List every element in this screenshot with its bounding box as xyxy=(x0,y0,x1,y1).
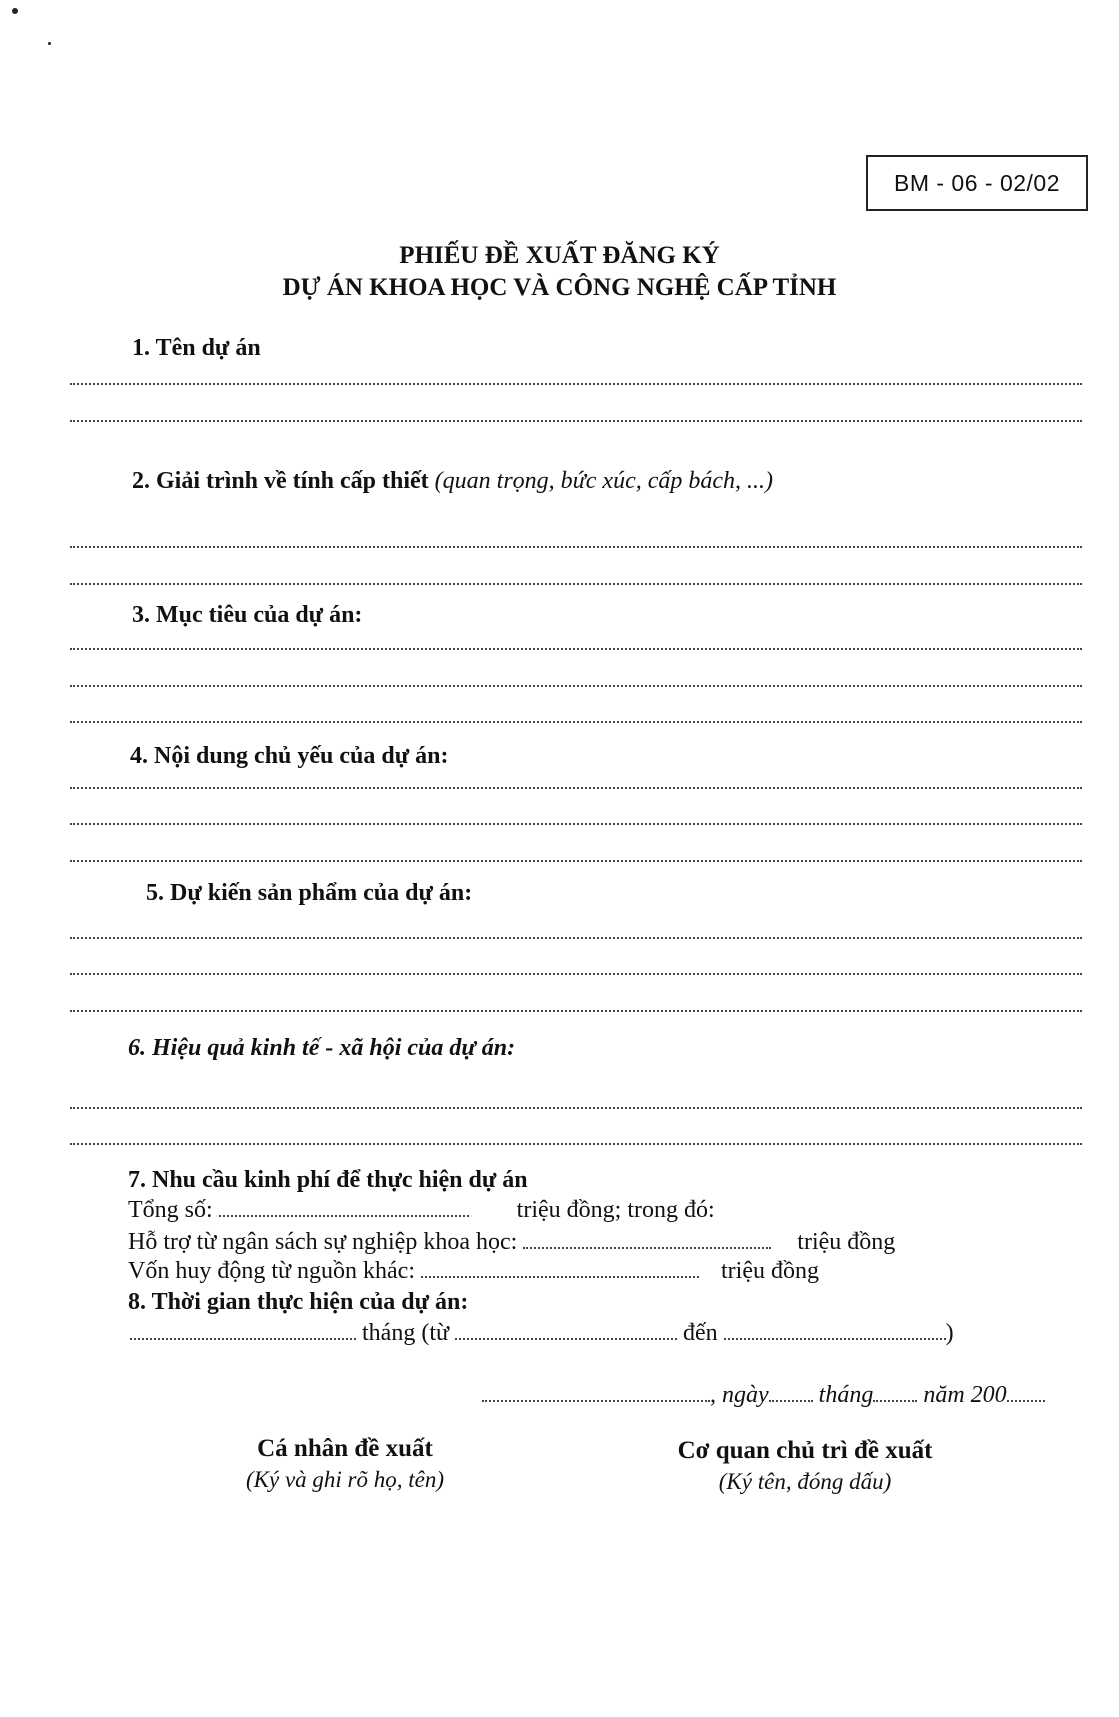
budget-support-field[interactable] xyxy=(523,1229,771,1249)
section-4-heading: 4. Nội dung chủ yếu của dự án: xyxy=(130,743,449,769)
section-6-heading: 6. Hiệu quả kinh tế - xã hội của dự án: xyxy=(128,1035,516,1061)
date-month-label: tháng xyxy=(818,1382,874,1408)
date-row xyxy=(482,1382,1045,1409)
date-day-label: , ngày xyxy=(710,1382,769,1408)
section-8-heading: 8. Thời gian thực hiện của dự án: xyxy=(128,1289,469,1315)
fill-line[interactable] xyxy=(70,546,1082,548)
fill-line[interactable] xyxy=(70,823,1082,825)
duration-from-field[interactable] xyxy=(455,1320,677,1340)
fill-line[interactable] xyxy=(70,721,1082,723)
scan-speck xyxy=(12,8,18,14)
section-2-note: (quan trọng, bức xúc, cấp bách, ...) xyxy=(434,468,774,494)
year-field[interactable] xyxy=(1007,1382,1045,1402)
signature-right-title: Cơ quan chủ trì đề xuất xyxy=(677,1437,933,1464)
budget-other-field[interactable] xyxy=(421,1258,699,1278)
fill-line[interactable] xyxy=(70,973,1082,975)
budget-support-row xyxy=(128,1229,895,1256)
duration-months-label: tháng (từ xyxy=(362,1320,449,1346)
budget-other-row xyxy=(128,1258,819,1285)
title-line-2: DỰ ÁN KHOA HỌC VÀ CÔNG NGHỆ CẤP TỈNH xyxy=(282,274,837,301)
title-line-1: PHIẾU ĐỀ XUẤT ĐĂNG KÝ xyxy=(399,242,720,269)
duration-to-label: đến xyxy=(683,1320,718,1346)
fill-line[interactable] xyxy=(70,787,1082,789)
fill-line[interactable] xyxy=(70,648,1082,650)
budget-total-label: Tổng số: xyxy=(128,1197,213,1223)
form-code-box xyxy=(866,155,1088,211)
fill-line[interactable] xyxy=(70,1010,1082,1012)
section-7-heading: 7. Nhu cầu kinh phí để thực hiện dự án xyxy=(128,1167,528,1193)
fill-line[interactable] xyxy=(70,420,1082,422)
fill-line[interactable] xyxy=(70,937,1082,939)
signature-right-note: (Ký tên, đóng dấu) xyxy=(718,1469,892,1494)
duration-months-field[interactable] xyxy=(130,1320,356,1340)
budget-total-row xyxy=(128,1197,715,1224)
budget-support-label: Hỗ trợ từ ngân sách sự nghiệp khoa học: xyxy=(128,1229,518,1255)
form-code: BM - 06 - 02/02 xyxy=(893,169,1061,196)
budget-support-unit: triệu đồng xyxy=(797,1229,896,1255)
month-field[interactable] xyxy=(873,1382,917,1402)
signature-left-note: (Ký và ghi rõ họ, tên) xyxy=(245,1467,444,1492)
section-5-heading: 5. Dự kiến sản phẩm của dự án: xyxy=(146,880,473,906)
section-2-heading xyxy=(132,468,773,495)
section-2-title: 2. Giải trình về tính cấp thiết xyxy=(132,468,429,494)
duration-row xyxy=(130,1320,954,1347)
budget-other-label: Vốn huy động từ nguồn khác: xyxy=(128,1258,415,1284)
scan-speck xyxy=(48,42,51,45)
fill-line[interactable] xyxy=(70,383,1082,385)
fill-line[interactable] xyxy=(70,1143,1082,1145)
fill-line[interactable] xyxy=(70,1107,1082,1109)
section-3-heading: 3. Mục tiêu của dự án: xyxy=(132,602,363,628)
day-field[interactable] xyxy=(769,1382,813,1402)
budget-total-unit: triệu đồng; trong đó: xyxy=(516,1197,715,1223)
duration-close: ) xyxy=(945,1320,954,1346)
duration-to-field[interactable] xyxy=(724,1320,946,1340)
fill-line[interactable] xyxy=(70,860,1082,862)
place-field[interactable] xyxy=(482,1382,710,1402)
budget-other-unit: triệu đồng xyxy=(720,1258,819,1284)
date-year-label: năm 200 xyxy=(923,1382,1007,1408)
budget-total-field[interactable] xyxy=(219,1197,469,1217)
signature-left-title: Cá nhân đề xuất xyxy=(257,1435,433,1462)
section-1-heading: 1. Tên dự án xyxy=(132,335,261,361)
fill-line[interactable] xyxy=(70,685,1082,687)
fill-line[interactable] xyxy=(70,583,1082,585)
